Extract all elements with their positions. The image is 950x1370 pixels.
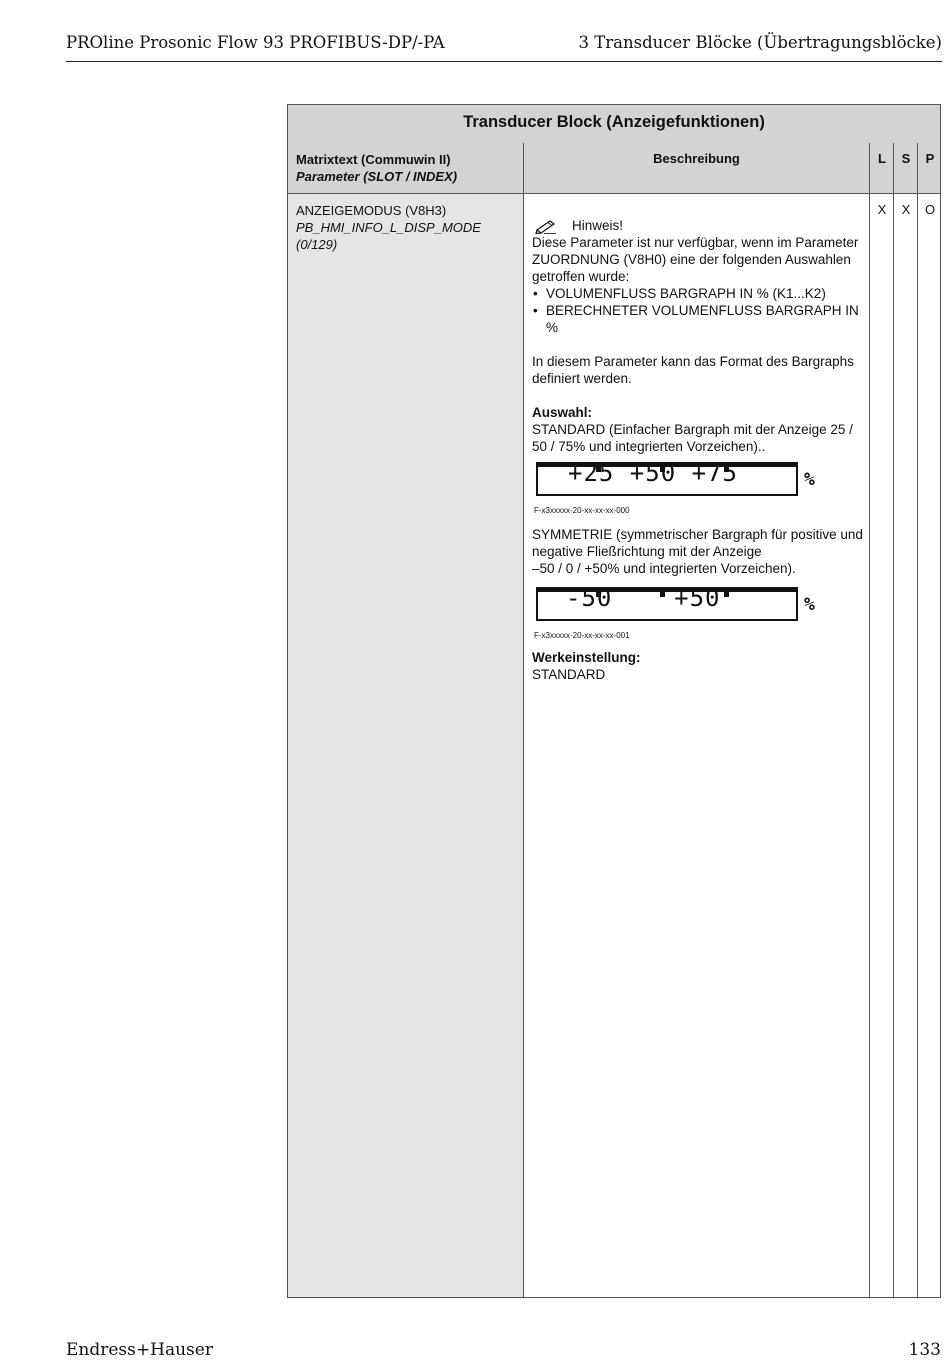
table-title-band xyxy=(288,105,940,143)
list-item: • VOLUMENFLUSS BARGRAPH IN % (K1...K2) xyxy=(532,285,867,302)
access-s-value: X xyxy=(901,202,911,217)
lcd-percent: % xyxy=(804,594,815,615)
bargraph-figure-standard xyxy=(532,459,822,515)
column-divider xyxy=(869,143,870,1298)
pencil-icon xyxy=(534,218,558,234)
column-divider xyxy=(893,143,894,1298)
access-p-value: O xyxy=(924,202,936,217)
note-label: Hinweis! xyxy=(572,218,624,233)
slot-index: (0/129) xyxy=(296,237,338,252)
page-number: 133 xyxy=(908,1340,941,1360)
lcd-percent: % xyxy=(804,469,815,490)
column-divider xyxy=(917,143,918,1298)
header-beschreibung: Beschreibung xyxy=(653,151,740,166)
selection-list xyxy=(532,285,867,336)
parameter-column-background xyxy=(288,105,523,1297)
description-cell xyxy=(532,217,867,683)
auswahl-label: Auswahl: xyxy=(532,405,593,420)
transducer-block-table xyxy=(287,104,941,1298)
page-header xyxy=(66,30,942,62)
chapter-title: 3 Transducer Blöcke (Übertragungsblöcke) xyxy=(578,33,942,52)
figure-caption: F-x3xxxxx-20-xx-xx-xx-001 xyxy=(534,631,630,640)
header-parameter-label: Parameter (SLOT / INDEX) xyxy=(296,169,458,184)
intro-text: In diesem Parameter kann das Format des Bargraphs definiert werden. xyxy=(532,354,854,386)
lcd-digits: -50 +50 xyxy=(566,584,721,612)
access-l-value: X xyxy=(877,202,887,217)
symmetrie-option-range: –50 / 0 / +50% und integrierten Vorzeichen). xyxy=(532,561,796,576)
header-s: S xyxy=(901,151,911,166)
lcd-tick xyxy=(724,592,729,597)
parameter-name: PB_HMI_INFO_L_DISP_MODE xyxy=(296,220,481,235)
standard-option-text: STANDARD (Einfacher Bargraph mit der Anzeige 25 / 50 / 75% und integrierten Vorzeichen).. xyxy=(532,422,853,454)
brand-name: Endress+Hauser xyxy=(66,1340,213,1360)
figure-caption: F-x3xxxxx-20-xx-xx-xx-000 xyxy=(534,506,630,515)
note-heading xyxy=(532,217,867,234)
symmetrie-option-text: SYMMETRIE (symmetrischer Bargraph für positive und negative Fließrichtung mit der Anzeige xyxy=(532,527,863,559)
parameter-cell xyxy=(296,202,481,253)
header-l: L xyxy=(878,151,886,166)
bargraph-figure-symmetrie xyxy=(532,584,822,640)
table-title: Transducer Block (Anzeigefunktionen) xyxy=(463,113,765,131)
header-matrixtext xyxy=(296,151,457,185)
matrixtext-value: ANZEIGEMODUS (V8H3) xyxy=(296,203,447,218)
header-p: P xyxy=(925,151,935,166)
lcd-digits: +25 +50 +75 xyxy=(568,459,738,487)
werkeinstellung-value: STANDARD xyxy=(532,667,606,682)
werkeinstellung-label: Werkeinstellung: xyxy=(532,650,641,665)
header-matrixtext-label: Matrixtext (Commuwin II) xyxy=(296,152,451,167)
note-text: Diese Parameter ist nur verfügbar, wenn im Parameter ZUORDNUNG (V8H0) eine der folgenden Auswahlen getroffen wurde: xyxy=(532,235,859,284)
list-item: • BERECHNETER VOLUMENFLUSS BARGRAPH IN % xyxy=(532,302,867,336)
column-divider xyxy=(523,143,524,1298)
document-title: PROline Prosonic Flow 93 PROFIBUS-DP/-PA xyxy=(66,33,445,52)
